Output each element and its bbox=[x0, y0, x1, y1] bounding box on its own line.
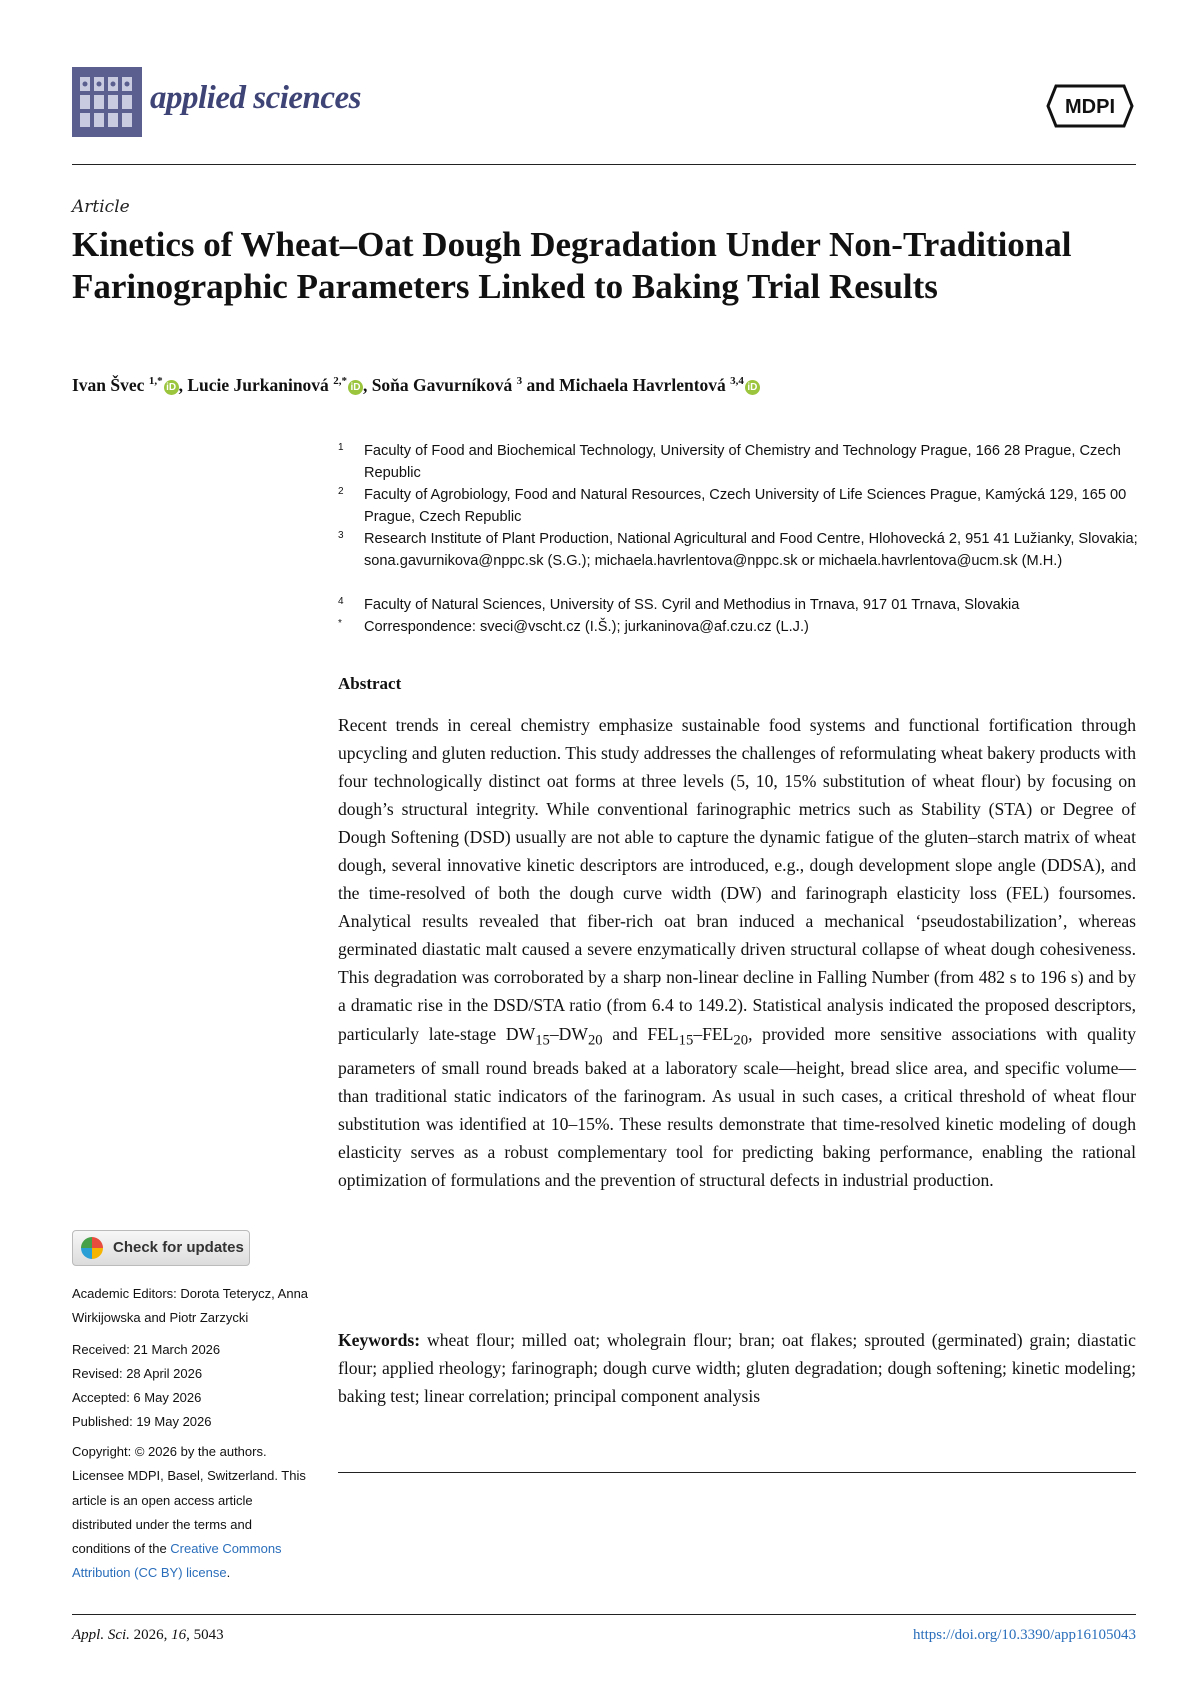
affiliation-item bbox=[338, 440, 1138, 484]
abstract-heading: Abstract bbox=[338, 674, 402, 693]
author-name: Michaela Havrlentová bbox=[559, 375, 731, 395]
copyright-notice: Copyright: © 2026 by the authors. Licensee MDPI, Basel, Switzerland. This article is an open access article distributed under the terms and conditions of the Creative Commons Attribution (CC BY) license. bbox=[72, 1444, 306, 1581]
affiliation-text: Research Institute of Plant Production, National Agricultural and Food Centre, Hlohovecká 2, 951 41 Lužianky, Slovakia; sona.gavurnikova@nppc.sk (S.G.); michaela.havrlentova@nppc.sk or michaela.havrlentova@ucm.sk (M.H.) bbox=[364, 531, 1138, 569]
affiliation-item bbox=[338, 528, 1138, 572]
affiliation-item bbox=[338, 594, 1138, 616]
affiliation-number: 2 bbox=[338, 486, 344, 497]
article-title: Kinetics of Wheat–Oat Dough Degradation Under Non-Traditional Farinographic Parameters Linked to Baking Trial Results bbox=[72, 225, 1072, 306]
author-affiliation-marker: 1,* bbox=[148, 375, 163, 388]
affiliation-number: 1 bbox=[338, 442, 344, 453]
keywords bbox=[338, 1326, 1136, 1410]
license-link[interactable]: Creative Commons Attribution (CC BY) license bbox=[72, 1541, 282, 1581]
publisher-logo bbox=[1046, 82, 1134, 130]
article-type: Article bbox=[72, 197, 130, 217]
affiliation-number: 3 bbox=[338, 530, 344, 541]
author-list: Ivan Švec $^{1,*}$iD , Lucie Jurkaninová $^{2,*}$iD , Soňa Gavurníková $^3$ and Michaela Havrlentová $^{3,4}$iD bbox=[72, 375, 1132, 396]
author-name: Ivan Švec bbox=[72, 375, 149, 395]
date-received: Received: 21 March 2026 bbox=[72, 1342, 221, 1357]
citation: Appl. Sci. 2026, 16, 5043 bbox=[72, 1627, 224, 1643]
keywords-label: Keywords: bbox=[338, 1330, 421, 1350]
check-updates-label: Check for updates bbox=[113, 1239, 244, 1256]
affiliation-item bbox=[338, 616, 1138, 638]
footer-rule bbox=[72, 1614, 1136, 1615]
affiliation-text: Correspondence: sveci@vscht.cz (I.Š.); jurkaninova@af.czu.cz (L.J.) bbox=[364, 619, 809, 635]
keywords-text: wheat flour; milled oat; wholegrain flour; bran; oat flakes; sprouted (germinated) grain; diastatic flour; applied rheology; farinograph; dough curve width; gluten degradation; dough softening; kinetic modeling; baking test; linear correlation; principal component analysis bbox=[338, 1330, 1136, 1406]
affiliation-text: Faculty of Agrobiology, Food and Natural Resources, Czech University of Life Sciences Prague, Kamýcká 129, 165 00 Prague, Czech Republic bbox=[364, 487, 1127, 525]
author-name: Lucie Jurkaninová bbox=[187, 375, 334, 395]
doi-link[interactable]: https://doi.org/10.3390/app16105043 bbox=[912, 1627, 1136, 1643]
check-updates-icon bbox=[81, 1237, 103, 1259]
header-rule bbox=[72, 164, 1136, 165]
author-name: Soňa Gavurníková bbox=[371, 375, 517, 395]
abstract-text: Recent trends in cereal chemistry emphasize sustainable food systems and functional fortification through upcycling and gluten reduction. This study addresses the challenges of reformulating wheat bakery products with four technologically distinct oat forms at three levels (5, 10, 15% substitution of wheat flour) by focusing on dough’s structural integrity. While conventional farinographic metrics such as Stability (STA) or Degree of Dough Softening (DSD) usually are not able to capture the dynamic fatigue of the gluten–starch matrix of wheat dough, several innovative kinetic descriptors are introduced, e.g., dough development slope angle (DDSA), and the time-resolved of both the dough curve width (DW) and farinograph elasticity loss (FEL) foursomes. Analytical results revealed that fiber-rich oat bran induced a mechanical ‘pseudostabilization’, whereas germinated diastatic malt caused a severe enzymatically driven structural collapse of wheat dough cohesiveness. This degradation was corroborated by a sharp non-linear decline in Falling Number (from 482 s to 196 s) and by a dramatic rise in the DSD/STA ratio (from 6.4 to 149.2). Statistical analysis indicated the proposed descriptors, particularly late-stage $DW_{15}-DW_{20}$ and $FEL_{15}-FEL_{20}$, provided more sensitive associations with quality parameters of small round breads baked at a laboratory scale—height, bread slice area, and specific volume—than traditional static indicators of the farinogram. As usual in such cases, a critical threshold of wheat flour substitution was identified at 10–15%. These results demonstrate that time-resolved kinetic modeling of dough elasticity serves as a robust complementary tool for predicting baking performance, enabling the rational optimization of formulations and the prevention of structural defects in industrial production. bbox=[338, 715, 1137, 1191]
academic-editors: Academic Editors: Dorota Teterycz, Anna Wirkijowska and Piotr Zarzycki bbox=[72, 1286, 309, 1326]
journal-logo bbox=[72, 67, 142, 137]
affiliation-number: 4 bbox=[338, 596, 344, 607]
orcid-icon[interactable]: iD bbox=[164, 380, 179, 395]
check-for-updates-button[interactable] bbox=[72, 1230, 250, 1266]
affiliation-text: Faculty of Food and Biochemical Technology, University of Chemistry and Technology Prague, 166 28 Prague, Czech Republic bbox=[364, 443, 1121, 481]
publisher-logo-text: MDPI bbox=[1065, 96, 1115, 118]
date-accepted: Accepted: 6 May 2026 bbox=[72, 1390, 202, 1405]
author-affiliation-marker: 2,* bbox=[333, 375, 347, 388]
abstract-end-rule bbox=[338, 1472, 1136, 1473]
date-revised: Revised: 28 April 2026 bbox=[72, 1366, 203, 1381]
orcid-icon[interactable]: iD bbox=[348, 380, 363, 395]
affiliation-number: * bbox=[338, 618, 342, 629]
affiliation-item bbox=[338, 484, 1138, 528]
affiliation-text: Faculty of Natural Sciences, University of SS. Cyril and Methodius in Trnava, 917 01 Trnava, Slovakia bbox=[364, 597, 1020, 613]
orcid-icon[interactable]: iD bbox=[745, 380, 760, 395]
author-affiliation-marker: 3,4 bbox=[730, 375, 744, 388]
date-published: Published: 19 May 2026 bbox=[72, 1414, 212, 1429]
author-affiliation-marker: 3 bbox=[516, 375, 523, 388]
journal-name: applied sciences bbox=[150, 80, 362, 116]
